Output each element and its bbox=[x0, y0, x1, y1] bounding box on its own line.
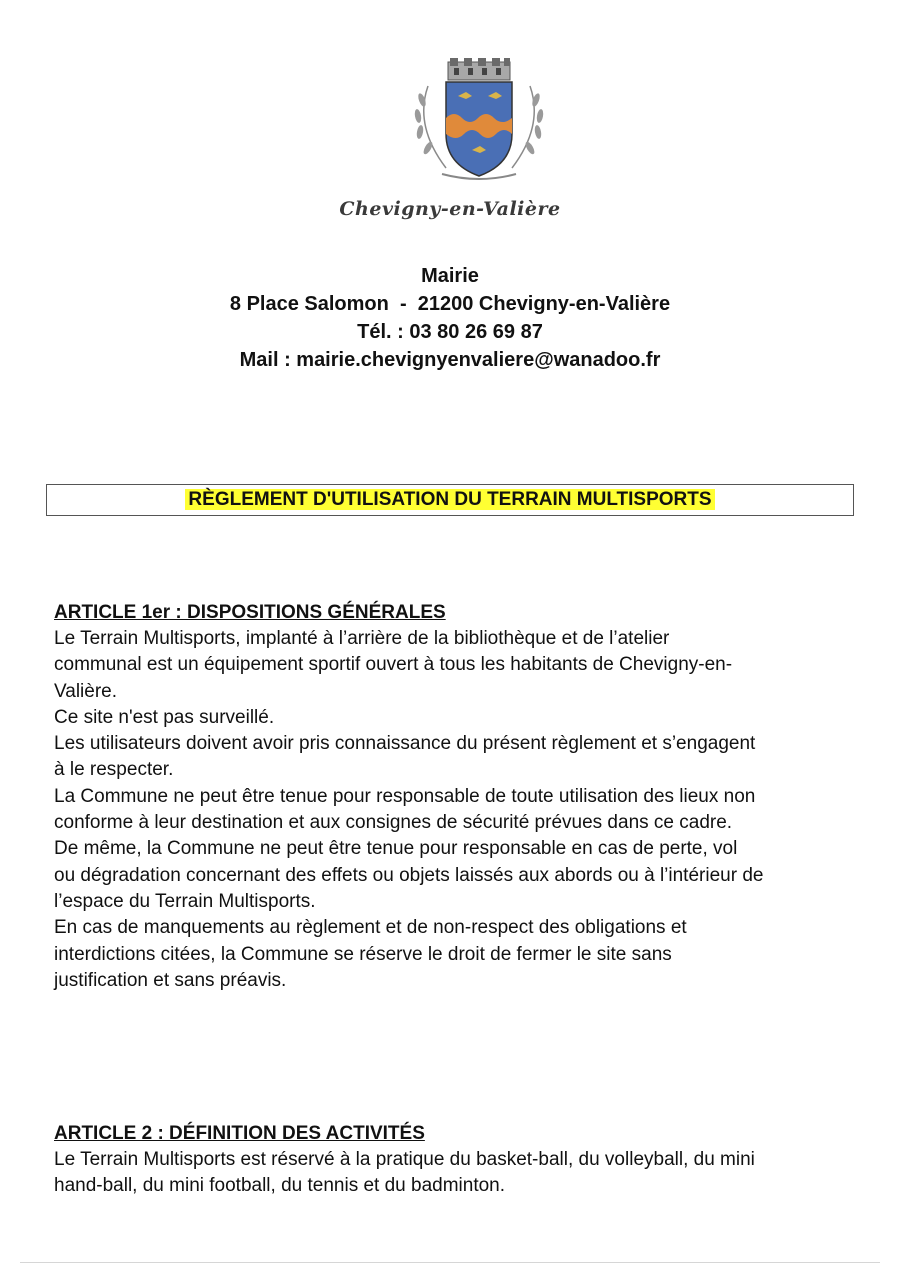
text-line: l’espace du Terrain Multisports. bbox=[54, 890, 316, 912]
text-line: De même, la Commune ne peut être tenue pour responsable en cas de perte, vol bbox=[54, 838, 738, 860]
text-line: conforme à leur destination et aux consignes de sécurité prévues dans ce cadre. bbox=[54, 812, 733, 834]
page-edge-divider bbox=[20, 1262, 880, 1263]
address-line-mail: Mail : mairie.chevignyenvaliere@wanadoo.fr bbox=[239, 349, 661, 371]
document-title: RÈGLEMENT D'UTILISATION DU TERRAIN MULTISPORTS bbox=[185, 489, 714, 510]
text-line: Les utilisateurs doivent avoir pris connaissance du présent règlement et s’engagent bbox=[54, 733, 756, 755]
article-2 bbox=[54, 1121, 864, 1200]
text-line: justification et sans préavis. bbox=[54, 969, 287, 991]
mairie-address bbox=[0, 262, 900, 374]
text-line: En cas de manquements au règlement et de non-respect des obligations et bbox=[54, 917, 687, 939]
text-line: à le respecter. bbox=[54, 759, 174, 781]
text-line: La Commune ne peut être tenue pour responsable de toute utilisation des lieux non bbox=[54, 785, 756, 807]
text-line: Ce site n'est pas surveillé. bbox=[54, 706, 275, 728]
town-name: Chevigny-en-Valière bbox=[339, 198, 561, 220]
text-line: ou dégradation concernant des effets ou objets laissés aux abords ou à l’intérieur de bbox=[54, 864, 764, 886]
text-line: interdictions citées, la Commune se réserve le droit de fermer le site sans bbox=[54, 943, 672, 965]
article-heading: ARTICLE 2 : DÉFINITION DES ACTIVITÉS bbox=[54, 1123, 425, 1144]
article-1 bbox=[54, 600, 864, 994]
text-line: Le Terrain Multisports, implanté à l’arrière de la bibliothèque et de l’atelier bbox=[54, 628, 670, 649]
text-line: Valière. bbox=[54, 680, 118, 702]
text-line: hand-ball, du mini football, du tennis et du badminton. bbox=[54, 1175, 506, 1197]
title-box bbox=[46, 484, 854, 516]
address-line-street: 8 Place Salomon - 21200 Chevigny-en-Valière bbox=[229, 293, 671, 315]
coat-of-arms-icon bbox=[406, 56, 552, 184]
article-heading: ARTICLE 1er : DISPOSITIONS GÉNÉRALES bbox=[54, 602, 446, 623]
address-line-mairie: Mairie bbox=[421, 265, 479, 287]
address-line-phone: Tél. : 03 80 26 69 87 bbox=[357, 321, 543, 343]
text-line: Le Terrain Multisports est réservé à la pratique du basket-ball, du volleyball, du mini bbox=[54, 1149, 755, 1170]
text-line: communal est un équipement sportif ouvert à tous les habitants de Chevigny-en- bbox=[54, 654, 733, 676]
